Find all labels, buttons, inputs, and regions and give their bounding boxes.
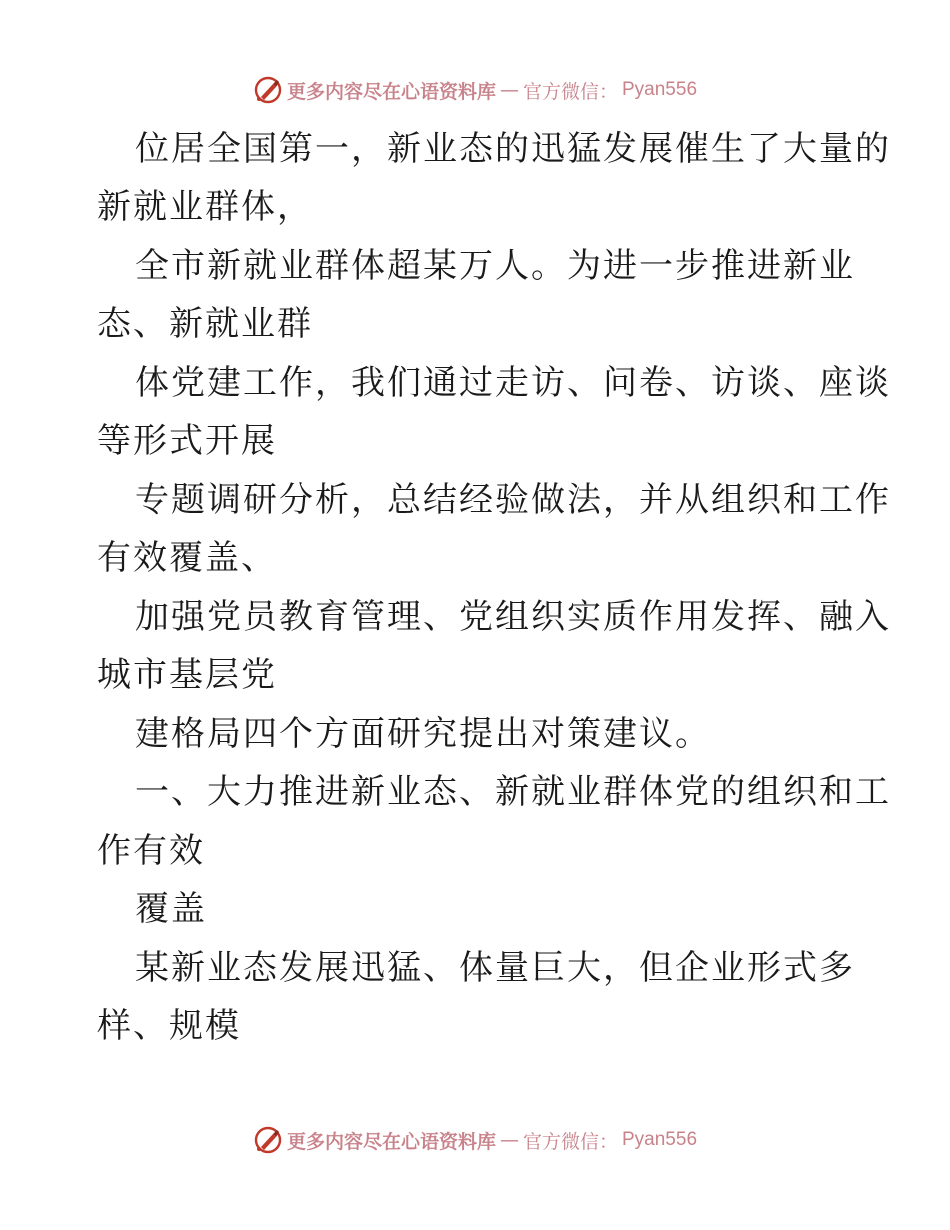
banner-dash: — [499, 79, 519, 101]
banner-wechat-label: 官方微信： [522, 1130, 618, 1153]
text-line: 专题调研分析，总结经验做法，并从组织和工作 [135, 480, 891, 520]
pen-logo-icon [253, 1125, 283, 1155]
text-line: 体党建工作，我们通过走访、问卷、访谈、座谈 [135, 363, 891, 403]
banner-title: 更多内容尽在心语资料库 [286, 1130, 496, 1153]
banner-dash: — [499, 1129, 519, 1151]
banner-wechat-id: Pyan556 [622, 79, 698, 100]
banner-wechat-id: Pyan556 [622, 1129, 698, 1150]
banner-title: 更多内容尽在心语资料库 [286, 80, 496, 103]
text-line: 位居全国第一，新业态的迅猛发展催生了大量的 [135, 129, 891, 169]
text-line: 建格局四个方面研究提出对策建议。 [135, 714, 711, 754]
section-heading-line: 作有效 [97, 831, 205, 871]
text-line: 新就业群体， [97, 187, 313, 227]
section-heading-line: 一、大力推进新业态、新就业群体党的组织和工 [135, 772, 891, 812]
section-heading-line: 覆盖 [135, 889, 207, 929]
pen-logo-icon [253, 75, 283, 105]
header-watermark [0, 70, 950, 110]
text-line: 加强党员教育管理、党组织实质作用发挥、融入 [135, 597, 891, 637]
text-line: 样、规模 [97, 1006, 241, 1046]
footer-watermark [0, 1120, 950, 1160]
text-line: 态、新就业群 [97, 304, 313, 344]
text-line: 城市基层党 [97, 655, 277, 695]
text-line: 有效覆盖、 [97, 538, 277, 578]
text-line: 某新业态发展迅猛、体量巨大，但企业形式多 [135, 948, 855, 988]
text-line: 全市新就业群体超某万人。为进一步推进新业 [135, 246, 855, 286]
banner-wechat-label: 官方微信： [522, 80, 618, 103]
text-line: 等形式开展 [97, 421, 277, 461]
